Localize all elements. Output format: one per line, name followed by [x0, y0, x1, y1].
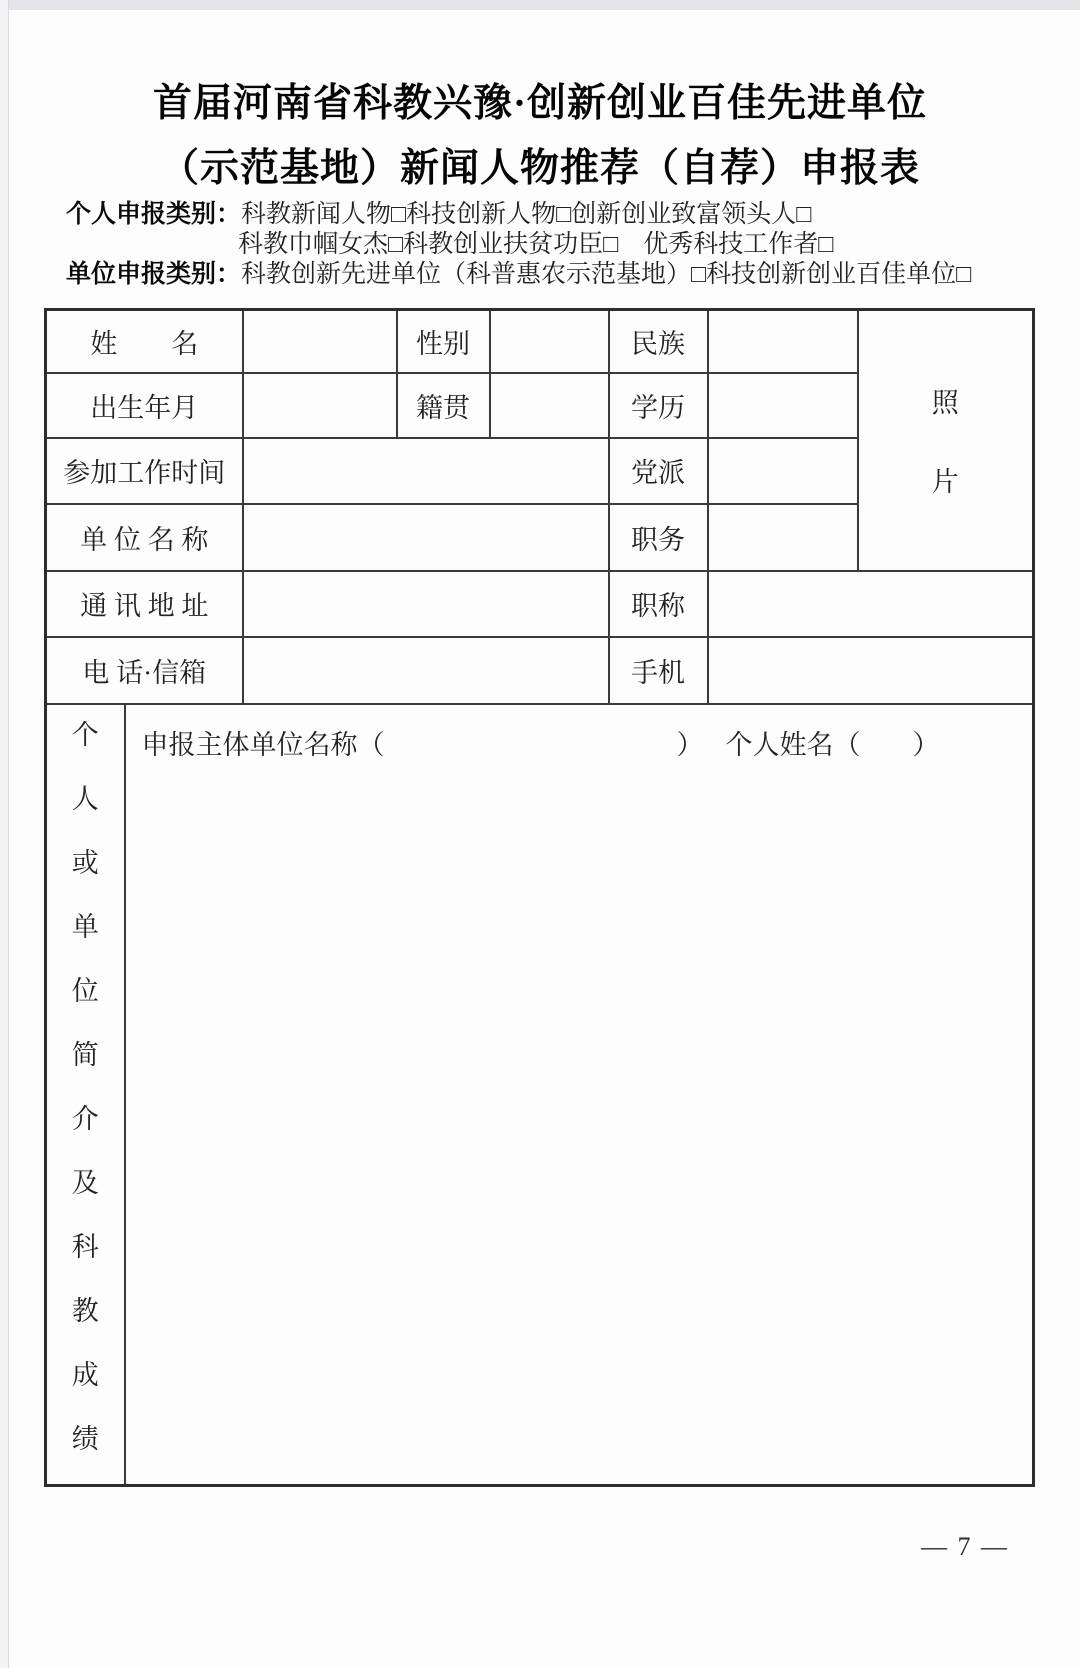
row-phone: [46, 637, 1034, 704]
row-name: [46, 310, 1034, 373]
unit-category-options: 科教创新先进单位（科普惠农示范基地）□科技创新创业百佳单位□: [241, 261, 972, 288]
birth-date-value-cell: [243, 373, 397, 438]
scan-edge-top: [0, 0, 1080, 10]
birth-date-label: 出生年月: [46, 373, 243, 438]
unit-category-label: 单位申报类别：: [66, 261, 242, 288]
education-value-cell: [708, 373, 858, 438]
intro-content-cell: [125, 704, 1034, 1486]
unit-name-label: 单 位 名 称: [46, 504, 243, 571]
intro-section-label: [46, 704, 125, 1486]
row-address: [46, 571, 1034, 637]
party-value-cell: [708, 438, 858, 504]
photo-label-char1: 照: [931, 388, 959, 419]
application-form-table: [44, 308, 1035, 1487]
personal-category-label: 个人申报类别：: [66, 201, 242, 228]
personal-category-row: [66, 200, 1026, 230]
page-number: — 7 —: [921, 1532, 1009, 1561]
declaring-unit-name-label: 申报主体单位名称（: [141, 729, 385, 760]
mobile-label: 手机: [609, 637, 708, 704]
native-place-value-cell: [490, 373, 609, 438]
unit-name-value-cell: [243, 504, 609, 571]
personal-name-label: 个人姓名（: [725, 729, 861, 760]
address-value-cell: [243, 571, 609, 637]
intro-header-line: [126, 705, 1033, 762]
prof-title-label: 职称: [609, 571, 708, 637]
mobile-value-cell: [708, 637, 1034, 704]
personal-name-close-paren: ）: [912, 729, 940, 760]
work-start-value-cell: [243, 438, 609, 504]
ethnicity-value-cell: [708, 310, 858, 373]
personal-category-options-line1: 科教新闻人物□科技创新人物□创新创业致富领头人□: [241, 201, 812, 228]
category-section: [66, 200, 1026, 290]
education-label: 学历: [609, 373, 708, 438]
position-label: 职务: [609, 504, 708, 571]
phone-email-label: 电 话·信箱: [46, 637, 243, 704]
unit-name-close-paren: ）: [676, 729, 704, 760]
photo-label-char2: 片: [931, 467, 959, 498]
intro-section-label-text: 个 人 或 单 位 简 介 及 科 教 成 绩: [71, 719, 99, 1455]
gender-label: 性别: [397, 310, 490, 373]
form-title-line2: （示范基地）新闻人物推荐（自荐）申报表: [159, 147, 920, 190]
address-label: 通 讯 地 址: [46, 571, 243, 637]
personal-category-row2: [238, 230, 1026, 260]
ethnicity-label: 民族: [609, 310, 708, 373]
photo-label: [859, 314, 1033, 567]
phone-email-value-cell: [243, 637, 609, 704]
unit-category-row: [66, 260, 1026, 290]
gender-value-cell: [490, 310, 609, 373]
position-value-cell: [708, 504, 858, 571]
scan-edge-left: [0, 0, 9, 1668]
party-label: 党派: [609, 438, 708, 504]
prof-title-value-cell: [708, 571, 1034, 637]
personal-category-options-line2: 科教巾帼女杰□科教创业扶贫功臣□ 优秀科技工作者□: [238, 231, 834, 258]
name-value-cell: [243, 310, 397, 373]
name-label: 姓 名: [46, 310, 243, 373]
form-title-line1: 首届河南省科教兴豫·创新创业百佳先进单位: [152, 82, 927, 125]
photo-box: [858, 310, 1034, 571]
row-introduction: [46, 704, 1034, 1486]
work-start-label: 参加工作时间: [46, 438, 243, 504]
native-place-label: 籍贯: [397, 373, 490, 438]
